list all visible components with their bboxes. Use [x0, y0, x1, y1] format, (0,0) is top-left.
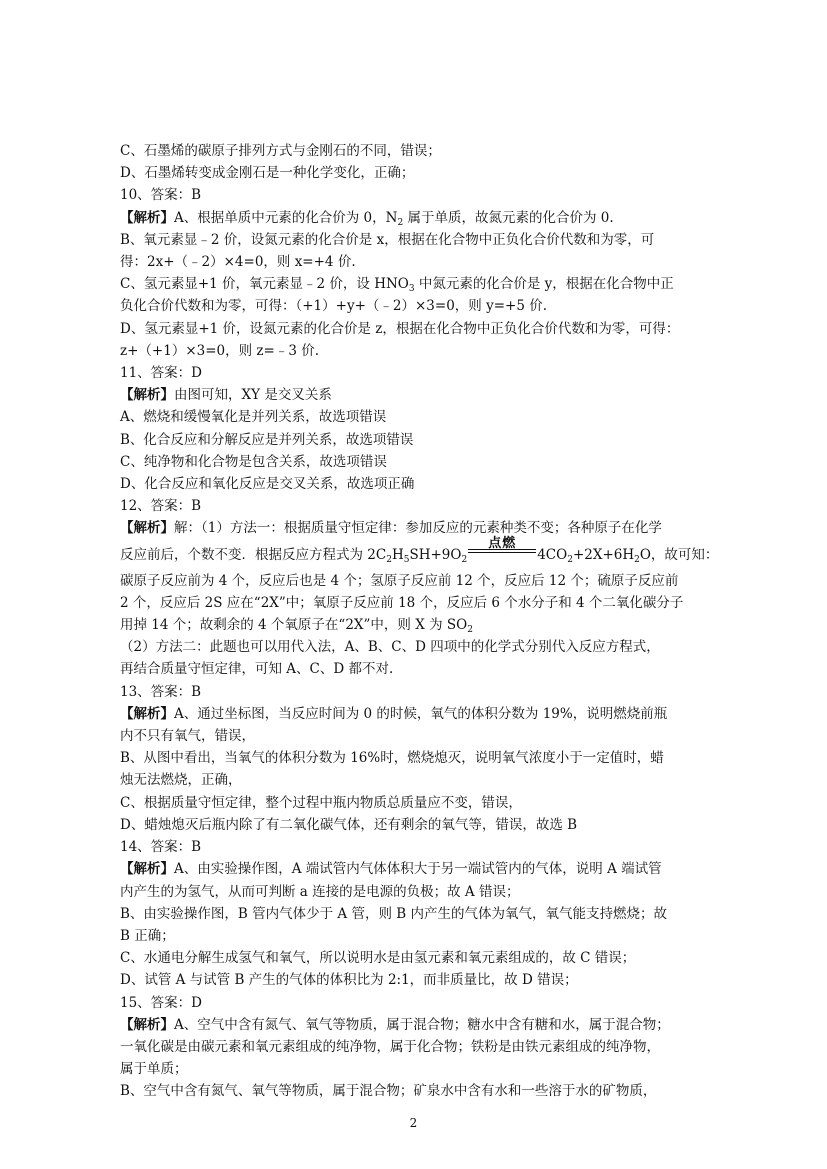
text-line: [120, 592, 710, 614]
text-run: 负化合价代数和为零，可得：（+1）+y+（﹣2）×3=0，则 y=+5 价.: [120, 298, 548, 315]
text-line: [120, 473, 710, 495]
text-run: B、化合反应和分解反应是并列关系，故选项错误: [120, 431, 414, 448]
analysis-tag: 【解析】: [120, 705, 174, 722]
text-line: [120, 614, 710, 636]
text-run: 13、答案：B: [120, 683, 202, 700]
text-run: 由图可知，XY 是交叉关系: [174, 387, 332, 404]
text-line: [120, 295, 710, 317]
text-run: C、纯净物和化合物是包含关系，故选项错误: [120, 453, 387, 470]
text-run: 解：（1）方法一：根据质量守恒定律：参加反应的元素种类不变；各种原子在化学: [174, 520, 662, 537]
text-run: 碳原子反应前为 4 个，反应后也是 4 个；氢原子反应前 12 个，反应后 12 个；硫原子反应前: [120, 572, 679, 589]
text-line: [120, 747, 710, 769]
text-run: 12、答案：B: [120, 498, 202, 515]
text-run: 内不只有氧气，错误，: [120, 728, 255, 745]
text-run: SH+9O: [409, 546, 462, 563]
text-run: 4CO: [537, 546, 568, 563]
text-run: A、由实验操作图，A 端试管内气体体积大于另一端试管内的气体，说明 A 端试管: [174, 861, 662, 878]
text-line: [120, 858, 710, 880]
text-line: [120, 636, 710, 658]
text-line: [120, 1036, 710, 1058]
text-line: [120, 725, 710, 747]
text-line: [120, 947, 710, 969]
text-line: [120, 703, 710, 725]
text-run: 一氧化碳是由碳元素和氧元素组成的纯净物，属于化合物；铁粉是由铁元素组成的纯净物，: [120, 1038, 660, 1055]
text-line: [120, 384, 710, 406]
text-line: [120, 406, 710, 428]
analysis-tag: 【解析】: [120, 1016, 174, 1033]
text-line: [120, 814, 710, 836]
text-line: [120, 570, 710, 592]
text-run: A、燃烧和缓慢氧化是并列关系，故选项错误: [120, 409, 387, 426]
text-run: z+（+1）×3=0，则 z=﹣3 价.: [120, 342, 320, 359]
text-run: C、水通电分解生成氢气和氧气，所以说明水是由氢元素和氧元素组成的，故 C 错误；: [120, 950, 636, 967]
text-run: 内产生的为氢气，从而可判断 a 连接的是电源的负极；故 A 错误；: [120, 883, 520, 900]
subscript: 2: [634, 554, 640, 565]
text-line: [120, 251, 710, 273]
text-run: 10、答案：B: [120, 187, 202, 204]
text-run: C、根据质量守恒定律，整个过程中瓶内物质总质量应不变，错误，: [120, 794, 522, 811]
text-line: [120, 681, 710, 703]
text-run: D、氢元素显+1 价，设氮元素的化合价是 z，根据在化合物中正负化合价代数和为零，可得：: [120, 320, 680, 337]
text-run: 再结合质量守恒定律，可知 A、C、D 都不对.: [120, 661, 394, 678]
text-run: 中氮元素的化合价是 y，根据在化合物中正: [414, 276, 674, 293]
text-run: D、蜡烛熄灭后瓶内除了有二氧化碳气体，还有剩余的氧气等，错误，故选 B: [120, 816, 578, 833]
text-run: 2 个，反应后 2S 应在“2X”中；氧原子反应前 18 个，反应后 6 个水分子和 4 个二氧化碳分子: [120, 594, 684, 611]
equals-bar: [468, 549, 536, 553]
text-run: A、根据单质中元素的化合价为 0，N: [174, 209, 398, 226]
text-line: [120, 229, 710, 251]
text-line: [120, 925, 710, 947]
text-run: A、通过坐标图，当反应时间为 0 的时候，氧气的体积分数为 19%，说明燃烧前瓶: [174, 705, 668, 722]
text-line: [120, 184, 710, 206]
analysis-tag: 【解析】: [120, 387, 174, 404]
text-line: [120, 318, 710, 340]
text-run: A、空气中含有氮气、氧气等物质，属于混合物；糖水中含有糖和水，属于混合物；: [174, 1016, 670, 1033]
text-line: [120, 881, 710, 903]
text-line: [120, 140, 710, 162]
text-line: [120, 1014, 710, 1036]
analysis-tag: 【解析】: [120, 520, 174, 537]
text-run: C、氢元素显+1 价，氧元素显﹣2 价，设 HNO: [120, 276, 409, 293]
analysis-tag: 【解析】: [120, 209, 174, 226]
subscript: 2: [397, 217, 404, 228]
text-run: 用掉 14 个；故剩余的 4 个氧原子在“2X”中，则 X 为 SO: [120, 617, 468, 634]
text-line: [120, 658, 710, 680]
text-line: [120, 207, 710, 229]
text-line: [120, 162, 710, 184]
text-run: +2X+6H: [572, 546, 635, 563]
text-line: [120, 1058, 710, 1080]
text-run: H: [391, 546, 404, 563]
text-line: [120, 836, 710, 858]
text-line: [120, 451, 710, 473]
subscript: 2: [567, 554, 573, 565]
text-run: B、从图中看出，当氧气的体积分数为 16%时，燃烧熄灭，说明氧气浓度小于一定值时，蜡: [120, 750, 664, 767]
text-run: （2）方法二：此题也可以用代入法，A、B、C、D 四项中的化学式分别代入反应方程式，: [120, 639, 660, 656]
subscript: 5: [403, 554, 410, 565]
page-number: 2: [409, 1116, 418, 1130]
text-run: C、石墨烯的碳原子排列方式与金刚石的不同，错误；: [120, 143, 441, 159]
reaction-condition-label: 点燃: [488, 535, 517, 551]
text-run: 属于单质；: [120, 1061, 188, 1078]
text-run: D、化合反应和氧化反应是交叉关系，故选项正确: [120, 476, 415, 493]
reaction-condition-arrow: [468, 535, 536, 559]
text-run: 得：2x+（﹣2）×4=0，则 x=+4 价.: [120, 254, 356, 271]
text-run: D、石墨烯转变成金刚石是一种化学变化，正确；: [120, 165, 415, 182]
text-run: 14、答案：B: [120, 839, 202, 856]
text-line: [120, 535, 719, 570]
subscript: 2: [467, 625, 473, 636]
text-line: [120, 340, 710, 362]
analysis-tag: 【解析】: [120, 861, 174, 878]
text-run: B、氧元素显﹣2 价，设氮元素的化合价是 x，根据在化合物中正负化合价代数和为零，可: [120, 231, 655, 248]
text-run: 11、答案：D: [120, 365, 203, 382]
subscript: 3: [408, 284, 415, 295]
text-line: [120, 495, 710, 517]
text-run: 属于单质，故氮元素的化合价为 0.: [403, 209, 614, 226]
text-run: D、试管 A 与试管 B 产生的气体的体积比为 2:1，而非质量比，故 D 错误；: [120, 972, 578, 989]
text-run: 反应前后，个数不变．根据反应方程式为 2C: [120, 546, 387, 563]
text-line: [120, 969, 710, 991]
text-line: [120, 769, 710, 791]
text-run: B 正确；: [120, 927, 175, 944]
subscript: 2: [461, 554, 468, 565]
text-line: [120, 1080, 710, 1102]
text-run: 15、答案：D: [120, 994, 203, 1011]
document-body: [120, 140, 719, 1103]
text-run: B、空气中含有氮气、氧气等物质，属于混合物；矿泉水中含有水和一些溶于水的矿物质，: [120, 1083, 657, 1100]
text-run: O，故可知：: [639, 546, 719, 563]
text-line: [120, 429, 710, 451]
subscript: 2: [386, 554, 392, 565]
text-line: [120, 517, 710, 539]
text-line: [120, 362, 710, 384]
text-line: [120, 792, 710, 814]
text-line: [120, 992, 710, 1014]
text-line: [120, 273, 710, 295]
text-line: [120, 903, 710, 925]
text-run: B、由实验操作图，B 管内气体少于 A 管，则 B 内产生的气体为氧气，氧气能支持燃烧；故: [120, 905, 667, 922]
text-run: 烛无法燃烧，正确，: [120, 772, 242, 789]
